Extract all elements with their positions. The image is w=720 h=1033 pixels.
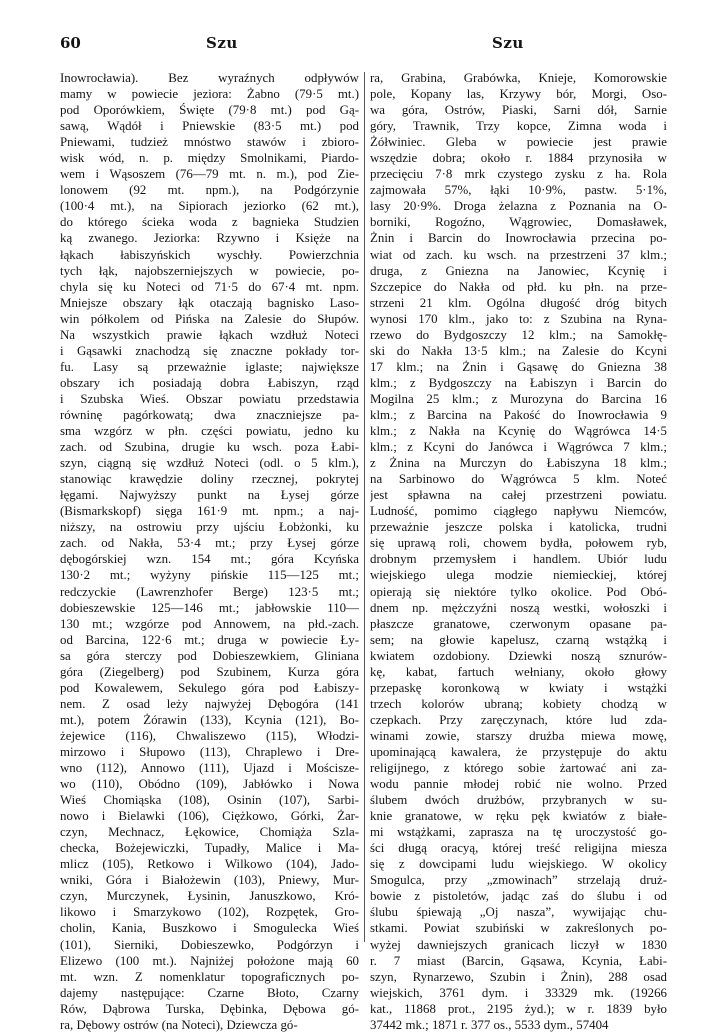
text-line: wniki, Góra i Białożewin (103), Pniewy, Mur- xyxy=(60,873,359,888)
running-head-right: Szu xyxy=(492,34,524,52)
text-line: wiejskich, 3761 dym. i 33329 mk. (19266 xyxy=(370,985,667,1000)
text-line: się z dowcipami ludu wiejskiego. W okolicy xyxy=(370,857,667,872)
text-line: drobnym przemysłem i handlem. Ubiór ludu xyxy=(370,552,667,567)
text-line: zajmowała 57%, łąki 10·9%, pastw. 5·1%, xyxy=(370,183,667,198)
text-line: Smogulca, przy „zmowinach” strzelają druż- xyxy=(370,873,667,888)
text-line: klm.; z Barcina na Pakość do Inowrocławia 9 xyxy=(370,407,667,422)
text-line: Rów, Dąbrowa Turska, Dębinka, Dębowa gó- xyxy=(60,1001,359,1016)
text-line: ślubu śpiewają „Oj nasza”, wywijając chu- xyxy=(370,905,667,920)
text-line: mlicz (105), Retkowo i Wilkowo (104), Jado- xyxy=(60,857,359,872)
column-divider xyxy=(364,72,365,942)
text-line: ra, Dębowy ostrów (na Noteci), Dziewcza gó- xyxy=(60,1017,298,1032)
text-line: wiejskiego ulega modzie niemieckiej, której xyxy=(370,568,667,583)
text-line: 130·2 mt.; wyżyny pińskie 115—125 mt.; xyxy=(60,568,359,583)
text-line: szyn, ciągną się wzdłuż Noteci (odl. o 5 klm.), xyxy=(60,456,359,471)
text-line: druga, z Gniezna na Janowiec, Kcynię i xyxy=(370,263,667,278)
text-line: wiat od zach. ku wsch. na przestrzeni 37 klm.; xyxy=(370,247,667,262)
text-line: łąkach łabiszyńskich wyschły. Powierzchnia xyxy=(60,247,359,262)
text-line: czyn, Mechnacz, Łękowice, Chomiąża Szla- xyxy=(60,825,359,840)
text-line: borniki, Rogoźno, Wągrowiec, Domasławek, xyxy=(370,215,667,230)
text-line: kwiatem ozdobiony. Dziewki noszą sznurów- xyxy=(370,648,667,663)
text-line: czyn, Murczynek, Łysinin, Januszkowo, Kró- xyxy=(60,889,359,904)
text-line: góra (Ziegelberg) pod Szubinem, Kurza góra xyxy=(60,664,359,679)
text-line: obszary ich posiadają dobra Łabiszyn, rząd xyxy=(60,375,359,390)
text-line: redczyckie (Lawrenzhofer Berge) 123·5 mt.; xyxy=(60,584,359,599)
text-line: dobieszewskie 125—146 mt.; jabłowskie 110— xyxy=(60,600,359,615)
text-column-right xyxy=(370,70,667,1033)
text-line: zach. od Nakła, 53·4 mt.; przy Łysej górze xyxy=(60,536,359,551)
text-line: lasy 20·9%. Droga żelazna z Poznania na O- xyxy=(370,199,667,214)
text-line: ślubem dwóch drużbów, przybranych w su- xyxy=(370,793,667,808)
text-line: rzewo do Bydgoszczy 12 klm.; na Samokłę- xyxy=(370,327,667,342)
text-line: opierają się niektóre tylko okolice. Pod Obó- xyxy=(370,584,667,599)
text-line: likowo i Smarzykowo (102), Rozpętek, Gro- xyxy=(60,905,359,920)
text-line: knie granatowe, w ręku pęk kwiatów z białe- xyxy=(370,809,667,824)
text-line: checka, Bożejewiczki, Tupadły, Malice i Ma- xyxy=(60,841,359,856)
text-line: z Żnina na Murczyn do Łabiszyna 18 klm.; xyxy=(370,456,667,471)
text-line: mt. wzn. Z nomenklatur topograficznych po- xyxy=(60,969,359,984)
text-line: kę, kabat, fartuch wełniany, około głowy xyxy=(370,664,667,679)
text-line: kat., 11868 prot., 2195 żyd.); w r. 1839 było xyxy=(370,1001,667,1016)
text-line: i Gąsawki znachodzą się znaczne pokłady tor- xyxy=(60,343,359,358)
text-line: wisk wód, n. p. między Smolnikami, Piardo- xyxy=(60,151,359,166)
text-line: religijnego, z którego sobie żartować ani za- xyxy=(370,761,667,776)
text-line: klm.; z Kcyni do Janówca i Wągrówca 7 klm.; xyxy=(370,440,667,455)
text-line: lonowem (92 mt. npm.), na Podgórzynie xyxy=(60,183,359,198)
text-line: 37442 mk.; 1871 r. 377 os., 5533 dym., 57404 xyxy=(370,1017,609,1032)
text-line: pole, Kopany las, Krzywy bór, Morgi, Oso- xyxy=(370,87,667,102)
text-line: łęgami. Najwyższy punkt na Łysej górze xyxy=(60,488,359,503)
text-line: sem; na głowie kapelusz, czarną wstążką i xyxy=(370,632,667,647)
text-line: się uprawą roli, chowem bydła, połowem ryb, xyxy=(370,536,667,551)
text-line: wszędzie dobra; około r. 1884 przynosiła w xyxy=(370,151,667,166)
page-header xyxy=(58,34,662,58)
text-line: Szczepice do Nakła od płd. ku płn. na prze- xyxy=(370,279,667,294)
text-line: r. 7 miast (Barcin, Gąsawa, Kcynia, Łabi- xyxy=(370,953,667,968)
text-line: dębogórskiej wzn. 154 mt.; góra Kcyńska xyxy=(60,552,359,567)
text-line: stanowiąc krawędzie doliny rzecznej, pokrytej xyxy=(60,472,359,487)
text-line: strzeni 21 klm. Ogólna długość dróg bitych xyxy=(370,295,667,310)
text-line: wno (112), Annowo (111), Ujazd i Mościsze- xyxy=(60,761,359,776)
text-line: Żółwiniec. Gleba w powiecie jest prawie xyxy=(370,135,667,150)
text-line: sa góra sterczy pod Dobieszewkiem, Gliniana xyxy=(60,648,359,663)
text-line: zach. od Szubina, drugie ku wsch. poza Łabi- xyxy=(60,440,359,455)
text-line: stkami. Powiat szubiński w zakreślonych po- xyxy=(370,921,667,936)
text-line: sawą, Wądół i Pniewskie (83·5 mt.) pod xyxy=(60,119,359,134)
text-line: przecięciu 7·8 mrk czystego zysku z ha. Rola xyxy=(370,167,667,182)
text-line: ką zwanego. Jeziorka: Rzywno i Księże na xyxy=(60,231,359,246)
text-line: nem. Z osad leży najwyżej Dębogóra (141 xyxy=(60,696,359,711)
page-number: 60 xyxy=(60,34,81,52)
text-line: wodu pannie młodej robić nie wolno. Przed xyxy=(370,777,667,792)
text-line: 17 klm.; na Żnin i Gąsawę do Gniezna 38 xyxy=(370,359,667,374)
text-line: cholin, Kania, Buszkowo i Smogulecka Wieś xyxy=(60,921,359,936)
text-line: 130 mt.; wzgórze pod Annowem, na płd.-zach. xyxy=(60,616,359,631)
text-line: wyżej dawniejszych granicach liczył w 1830 xyxy=(370,937,667,952)
text-line: żejewice (116), Chwaliszewo (115), Włodzi- xyxy=(60,728,359,743)
text-line: mamy w powiecie jeziora: Żabno (79·5 mt.) xyxy=(60,87,359,102)
text-line: wo (110), Obódno (109), Jabłówko i Nowa xyxy=(60,777,359,792)
text-line: jest spławna na całej przestrzeni powiatu. xyxy=(370,488,667,503)
text-line: (100·4 mt.), na Sipiorach jeziorko (62 mt.), xyxy=(60,199,359,214)
text-line: mi wstążkami, zaprasza na tę uroczystość go- xyxy=(370,825,667,840)
text-line: wem i Wąsoszem (76—79 mt. n. m.), pod Zie- xyxy=(60,167,359,182)
text-line: Elizewo (100 mt.). Najniżej położone mają 60 xyxy=(60,953,359,968)
text-line: fu. Lasy są przeważnie iglaste; największe xyxy=(60,359,359,374)
text-line: pod Kowalewem, Sekulego góra pod Łabiszy- xyxy=(60,680,359,695)
text-line: trzech kolorów ubraną; kobiety chodzą w xyxy=(370,696,667,711)
text-line: ra, Grabina, Grabówka, Knieje, Komorowskie xyxy=(370,71,667,85)
text-line: ski do Nakła 13·5 klm.; na Zalesie do Kcyni xyxy=(370,343,667,358)
text-line: płaszcze granatowe, czerwonym opasane pa- xyxy=(370,616,667,631)
text-line: klm.; z Nakła na Kcynię do Wągrówca 14·5 xyxy=(370,424,667,439)
text-line: sma wzgórz w płn. części powiatu, jedno ku xyxy=(60,424,359,439)
text-line: szyn, Rynarzewo, Szubin i Żnin), 288 osad xyxy=(370,969,667,984)
text-line: dnem np. mężczyźni noszą westki, wołoszki i xyxy=(370,600,667,615)
text-line: i Szubska Wieś. Obszar powiatu przedstawia xyxy=(60,391,359,406)
running-head-left: Szu xyxy=(206,34,238,52)
text-line: bowie z pistoletów, jadąc zaś do ślubu i od xyxy=(370,889,667,904)
text-line: (101), Sierniki, Dobieszewko, Podgórzyn i xyxy=(60,937,359,952)
text-line: Ludność, pomimo ciągłego napływu Niemców, xyxy=(370,504,667,519)
text-line: chyla się ku Noteci od 71·5 do 67·4 mt. npm. xyxy=(60,279,359,294)
text-column-left xyxy=(60,70,359,1033)
text-line: tych łąk, najobszerniejszych w powiecie, po- xyxy=(60,263,359,278)
text-line: Żnin i Barcin do Inowrocławia przecina po- xyxy=(370,231,667,246)
text-line: upominającą kawalera, że przystępuje do aktu xyxy=(370,744,667,759)
text-line: wynosi 170 klm., jako to: z Szubina na Ryna- xyxy=(370,311,667,326)
text-line: Pniewami, tudzież mnóstwo stawów i zbioro- xyxy=(60,135,359,150)
text-line: Na wszystkich prawie łąkach wzdłuż Noteci xyxy=(60,327,359,342)
text-line: mt.), potem Żórawin (133), Kcynia (121), Bo- xyxy=(60,712,359,727)
text-line: czepkach. Przy zaręczynach, które lud zda- xyxy=(370,712,667,727)
text-line: do którego ścieka woda z bagnieka Studzien xyxy=(60,215,359,230)
text-line: od Barcina, 122·6 mt.; druga w powiecie Ły- xyxy=(60,632,359,647)
text-line: przeważnie jeszcze polska i katolicka, trudni xyxy=(370,520,667,535)
text-line: na Sarbinowo do Wągrówca 5 klm. Noteć xyxy=(370,472,667,487)
text-line: (Bismarkskopf) sięga 161·9 mt. npm.; a naj- xyxy=(60,504,359,519)
text-line: nowo i Bielawki (106), Ciężkowo, Górki, Żar- xyxy=(60,809,359,824)
text-line: Mogilna 25 klm.; z Murozyna do Barcina 16 xyxy=(370,391,667,406)
text-line: Wieś Chomiąska (108), Osinin (107), Sarbi- xyxy=(60,793,359,808)
text-line: Mniejsze obszary łąk otaczają bagnisko Laso- xyxy=(60,295,359,310)
text-line: równinę pagórkowatą; dwa znaczniejsze pa- xyxy=(60,407,359,422)
text-line: przepaskę koronkową w kwiaty i wstążki xyxy=(370,680,667,695)
text-line: win półkolem od Pińska na Zalesie do Słupów. xyxy=(60,311,359,326)
text-line: ści długą oracyą, której treść religijna miesza xyxy=(370,841,667,856)
text-line: dajemy następujące: Czarne Błoto, Czarny xyxy=(60,985,359,1000)
text-line: pod Oporówkiem, Święte (79·8 mt.) pod Gą- xyxy=(60,103,359,118)
text-line: klm.; z Bydgoszczy na Łabiszyn i Barcin do xyxy=(370,375,667,390)
text-line: wa góra, Ostrów, Piaski, Sarni dół, Sarnie xyxy=(370,103,667,118)
text-line: niższy, na ostrowiu przy ujściu Łobżonki, ku xyxy=(60,520,359,535)
text-line: mirzowo i Słupowo (113), Chraplewo i Dre- xyxy=(60,744,359,759)
text-line: góry, Trawnik, Trzy kopce, Zimna woda i xyxy=(370,119,667,134)
text-line: winami zowie, starszy drużba miewa mowę, xyxy=(370,728,667,743)
text-line: Inowrocławia). Bez wyraźnych odpływów xyxy=(60,71,359,85)
